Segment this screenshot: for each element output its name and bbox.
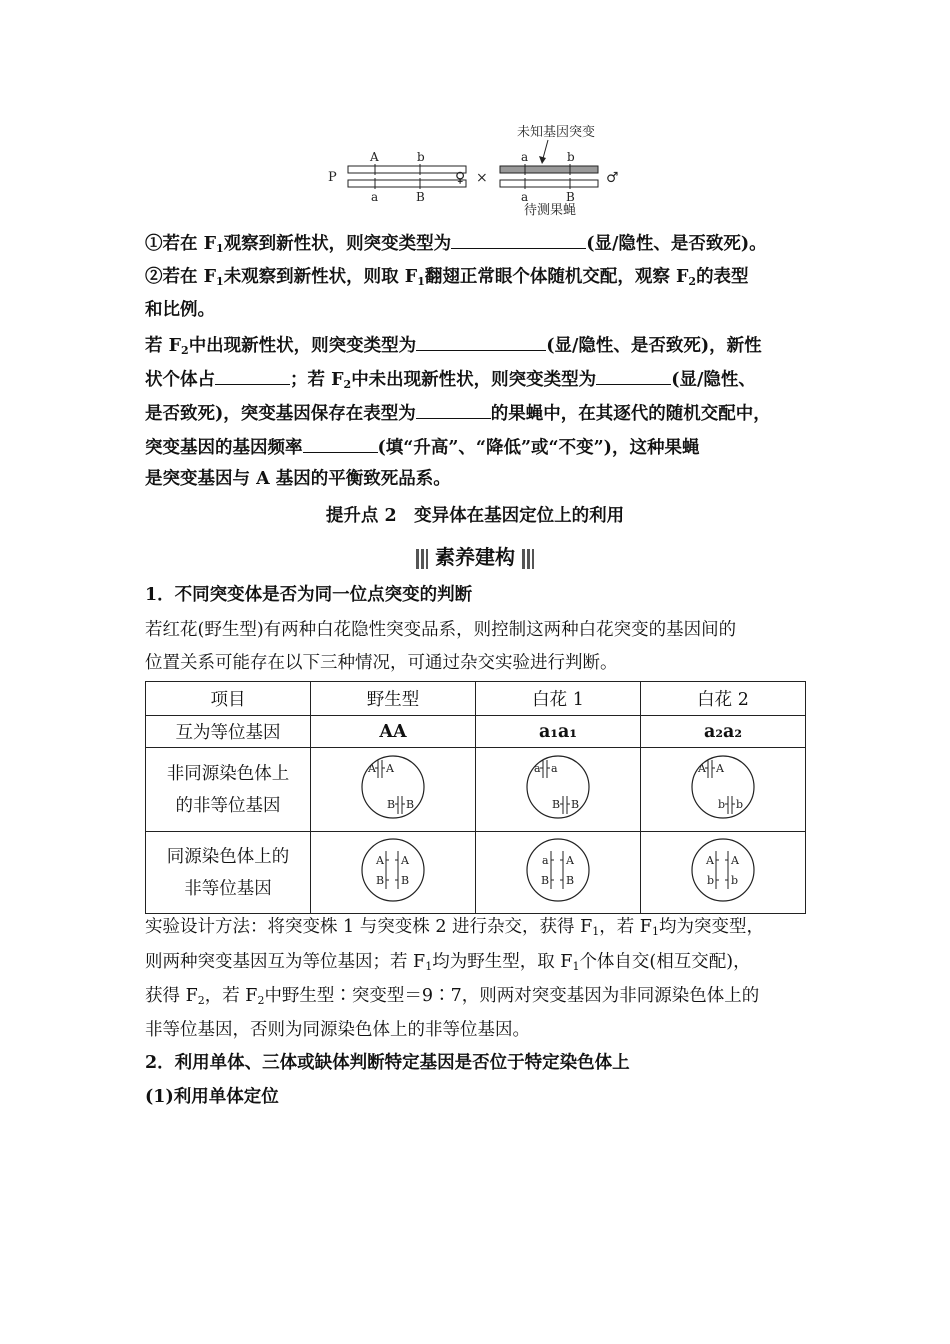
row2-white1-cell: [476, 748, 641, 832]
gene-position-table: [145, 681, 806, 914]
header-white2: 白花 2: [641, 682, 806, 716]
svg-text:B: B: [566, 190, 575, 204]
svg-text:A: A: [401, 854, 409, 867]
row3-wild-cell: [311, 832, 476, 914]
header-wild: 野生型: [311, 682, 476, 716]
question-2-line2: 和比例。: [145, 300, 215, 320]
method-line4: 非等位基因，否则为同源染色体上的非等位基因。: [145, 1020, 530, 1040]
female-symbol: ♀: [455, 170, 466, 186]
svg-text:b: b: [718, 798, 726, 811]
row1-label: 互为等位基因: [146, 716, 311, 748]
method-line2: 则两种突变基因互为等位基因；若 $F_1$均为野生型，取 $F_1$个体自交(相互交配)，: [145, 952, 751, 973]
heading-3: (1)利用单体定位: [145, 1087, 279, 1107]
svg-text:B: B: [566, 874, 575, 887]
svg-text:A: A: [566, 854, 574, 867]
row2-white2-cell: [641, 748, 806, 832]
header-item: 项目: [146, 682, 311, 716]
banner-left-bars-icon: [416, 549, 428, 569]
method-line3: 获得 $F_2$，若 $F_2$中野生型∶突变型＝9∶7，则两对突变基因为非同源染色体上的: [145, 986, 760, 1007]
question-1: ①若在 $F_1$观察到新性状，则突变类型为 (显/隐性、是否致死)。: [145, 230, 810, 261]
para-line5: 是突变基因与 A 基因的平衡致死品系。: [145, 469, 451, 489]
method-line1: 实验设计方法：将突变株 1 与突变株 2 进行杂交，获得 $F_1$，若 $F_1$均为突变型，: [145, 917, 764, 938]
svg-text:A: A: [370, 150, 379, 164]
cell-diagram: [358, 835, 428, 905]
male-caption: 待测果蝇: [524, 203, 577, 218]
svg-text:a: a: [371, 190, 379, 204]
svg-text:a: a: [551, 762, 558, 775]
svg-text:B: B: [376, 874, 385, 887]
cell-diagram: [688, 752, 758, 822]
p-label: P: [328, 170, 337, 185]
question-2-line1: ②若在 $F_1$未观察到新性状，则取 $F_1$翻翅正常眼个体随机交配，观察 $F_2$的表型: [145, 267, 749, 288]
svg-text:b: b: [567, 150, 575, 164]
row1-wild: AA: [311, 716, 476, 748]
svg-text:B: B: [541, 874, 550, 887]
banner: 素养建构: [0, 541, 950, 570]
svg-text:a: a: [542, 854, 549, 867]
intro-line2: 位置关系可能存在以下三种情况，可通过杂交实验进行判断。: [145, 653, 618, 673]
svg-text:a: a: [521, 190, 529, 204]
svg-text:B: B: [571, 798, 580, 811]
cell-diagram: [358, 752, 428, 822]
row1-white2: a₂a₂: [641, 716, 806, 748]
svg-text:A: A: [731, 854, 739, 867]
svg-text:B: B: [387, 798, 396, 811]
svg-text:A: A: [386, 762, 394, 775]
para-line4: 突变基因的基因频率 (填“升高”、“降低”或“不变”)，这种果蝇: [145, 434, 810, 460]
heading-2: 2．利用单体、三体或缺体判断特定基因是否位于特定染色体上: [145, 1053, 630, 1073]
cell-diagram: [523, 752, 593, 822]
svg-text:B: B: [552, 798, 561, 811]
cell-diagram: [523, 835, 593, 905]
row2-label: 非同源染色体上 的非等位基因: [146, 748, 311, 832]
svg-text:a: a: [521, 150, 529, 164]
svg-text:A: A: [698, 762, 706, 775]
svg-text:A: A: [368, 762, 376, 775]
svg-text:B: B: [406, 798, 415, 811]
row1-white1: a₁a₁: [476, 716, 641, 748]
row3-white1-cell: [476, 832, 641, 914]
section-title: 提升点 2 变异体在基因定位上的利用: [325, 506, 625, 526]
header-white1: 白花 1: [476, 682, 641, 716]
svg-text:b: b: [736, 798, 744, 811]
row3-label: 同源染色体上的 非等位基因: [146, 832, 311, 914]
cell-diagram: [688, 835, 758, 905]
svg-text:A: A: [376, 854, 384, 867]
svg-text:b: b: [731, 874, 739, 887]
banner-right-bars-icon: [522, 549, 534, 569]
male-symbol: ♂: [606, 170, 619, 186]
svg-text:B: B: [401, 874, 410, 887]
svg-text:b: b: [707, 874, 715, 887]
para-line2: 状个体占 ；若 $F_2$中未出现新性状，则突变类型为 (显/隐性、: [145, 366, 810, 397]
heading-1: 1．不同突变体是否为同一位点突变的判断: [145, 585, 473, 605]
cross-diagram: [320, 118, 630, 218]
row3-white2-cell: [641, 832, 806, 914]
svg-text:B: B: [416, 190, 425, 204]
svg-text:b: b: [417, 150, 425, 164]
svg-text:A: A: [716, 762, 724, 775]
svg-text:A: A: [706, 854, 714, 867]
intro-line1: 若红花(野生型)有两种白花隐性突变品系，则控制这两种白花突变的基因间的: [145, 620, 737, 640]
svg-text:a: a: [534, 762, 541, 775]
row2-wild-cell: [311, 748, 476, 832]
para-line1: 若 $F_2$中出现新性状，则突变类型为 (显/隐性、是否致死)，新性: [145, 332, 810, 363]
cross-symbol: ×: [476, 170, 488, 186]
mutation-label: 未知基因突变: [517, 125, 596, 140]
para-line3: 是否致死)，突变基因保存在表型为 的果蝇中，在其逐代的随机交配中，: [145, 400, 810, 426]
